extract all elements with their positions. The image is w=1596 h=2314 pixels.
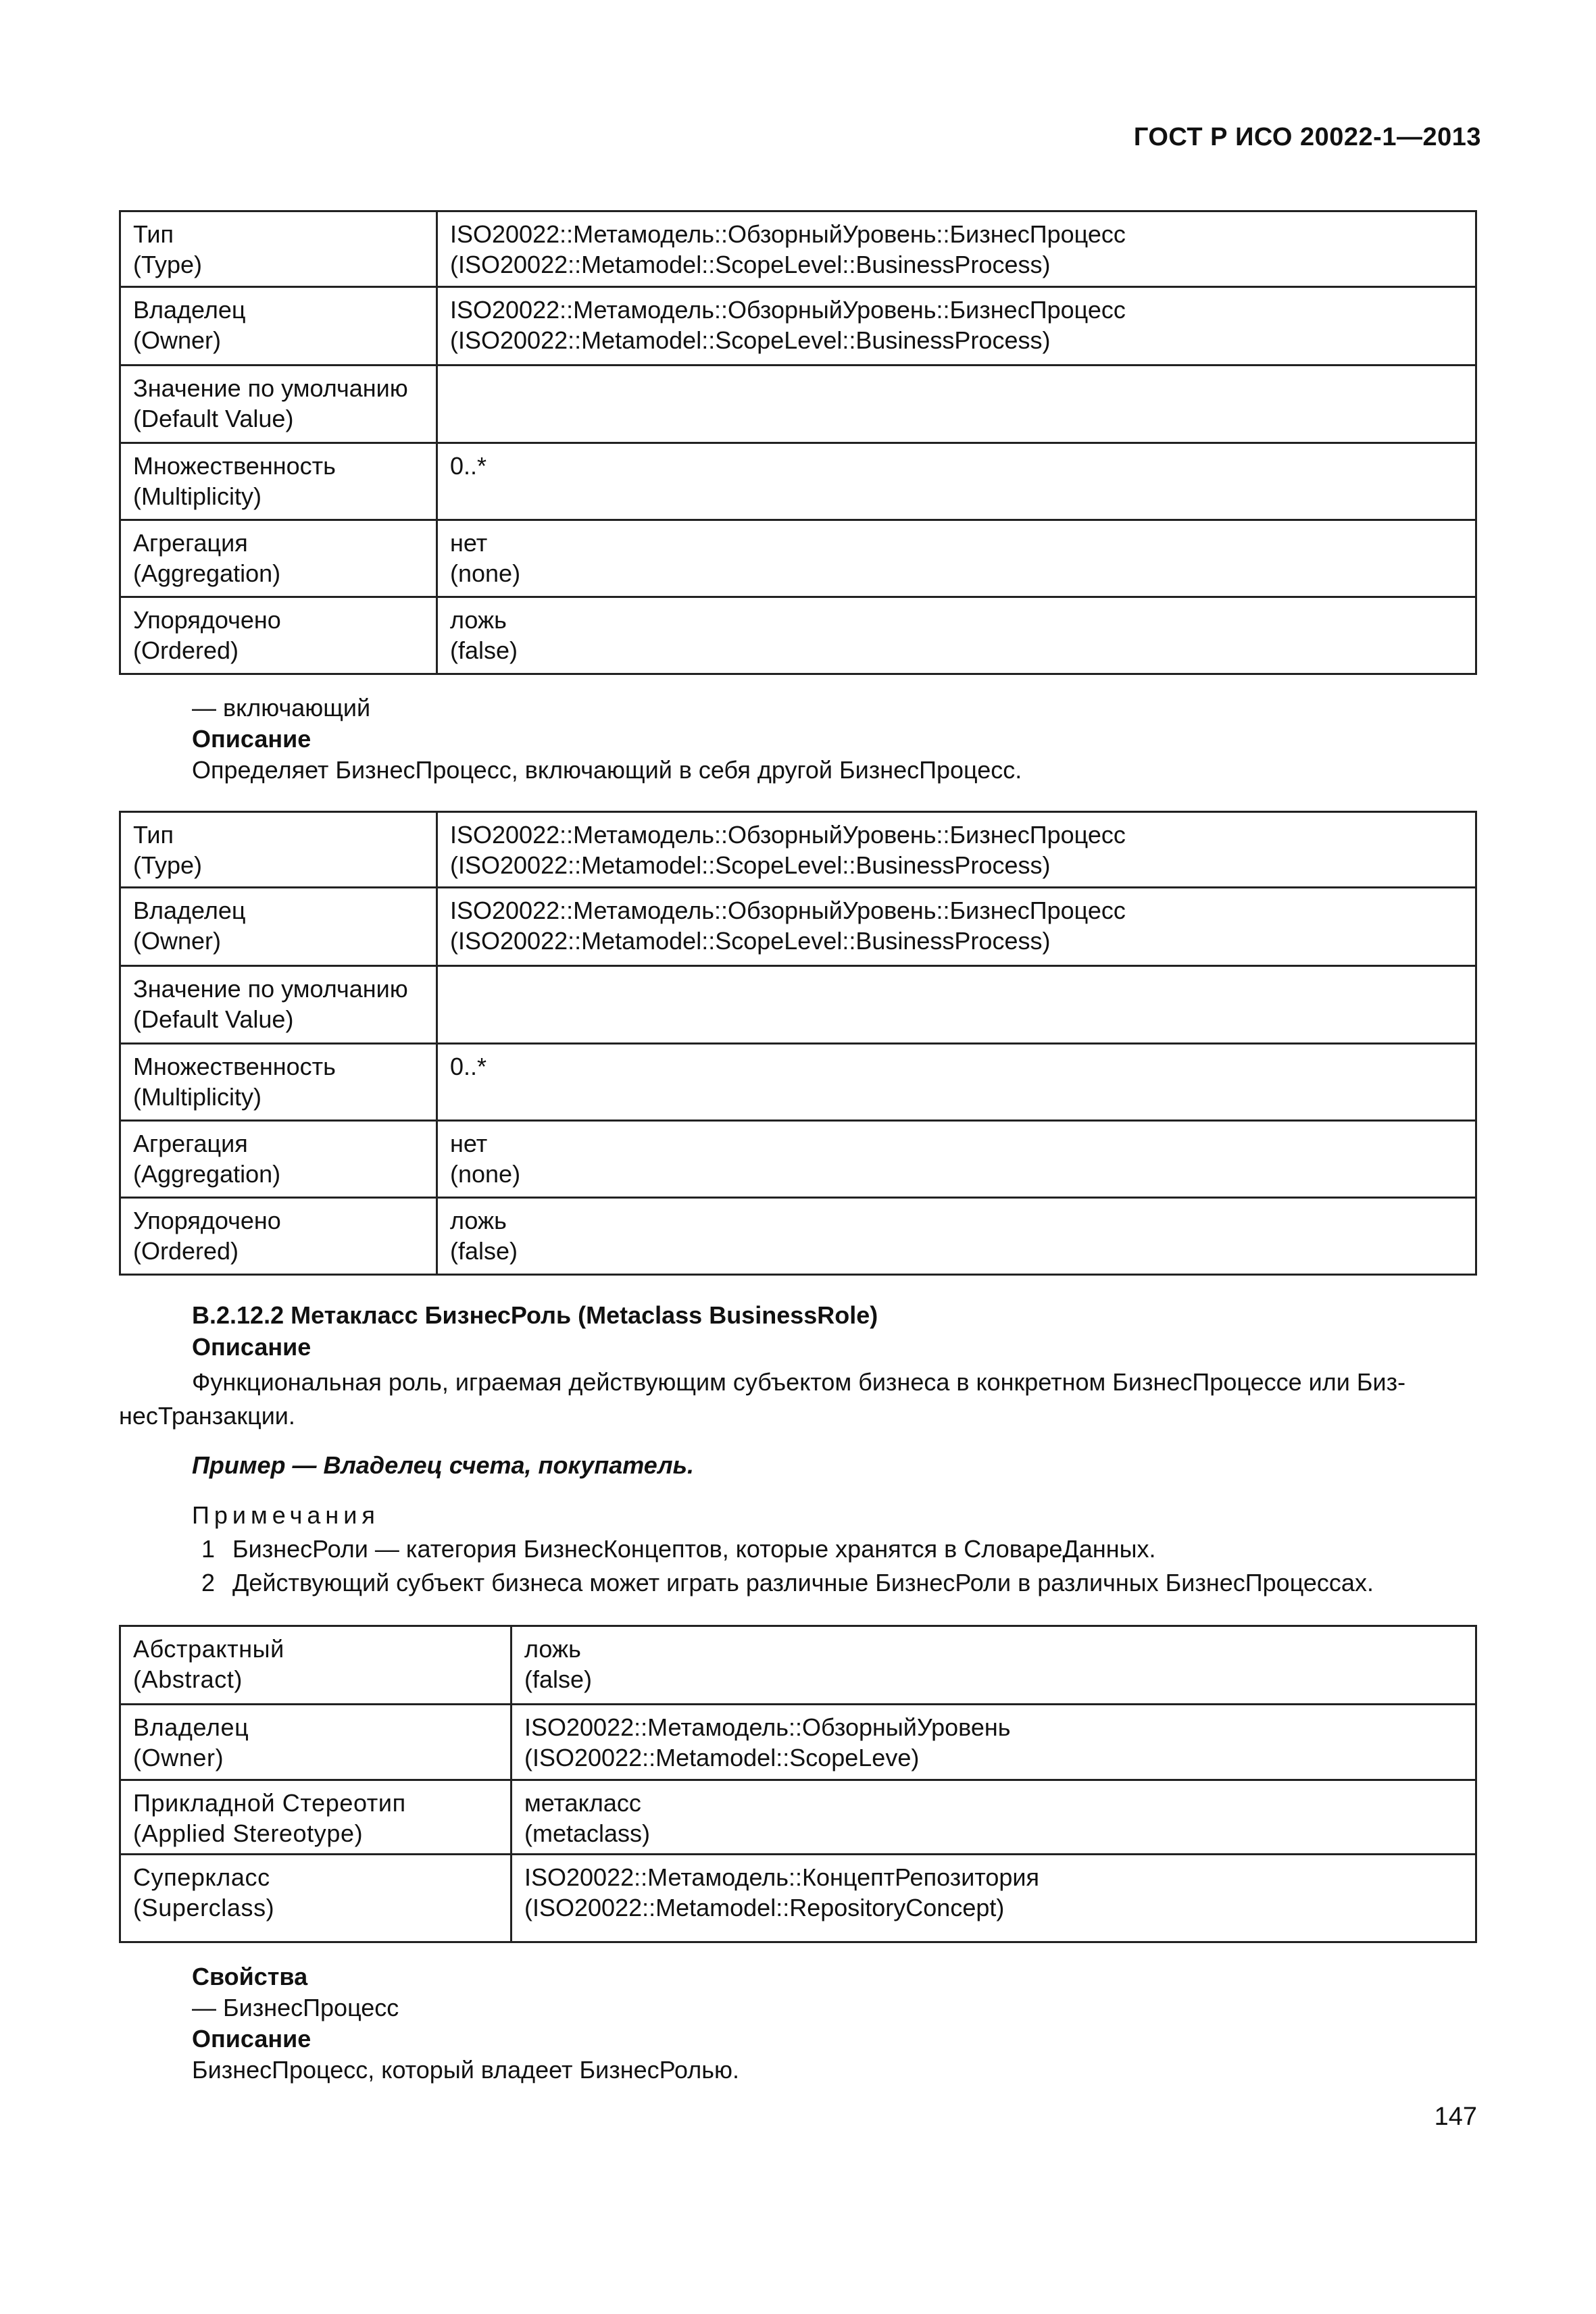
property-name-ru: Абстрактный bbox=[133, 1635, 284, 1663]
description-heading: Описание bbox=[192, 1333, 311, 1361]
table-row bbox=[120, 1855, 1476, 1942]
property-value-ru: ISO20022::Метамодель::ОбзорныйУровень::БизнесПроцесс bbox=[450, 821, 1126, 849]
property-name-en: (Owner) bbox=[133, 1744, 224, 1771]
properties-table-2 bbox=[119, 811, 1477, 1276]
property-name bbox=[120, 520, 437, 597]
property-item: — включающий bbox=[192, 694, 371, 722]
table-row bbox=[120, 1121, 1476, 1198]
properties-table-1 bbox=[119, 210, 1477, 675]
property-name-en: (Default Value) bbox=[133, 405, 294, 432]
table-row bbox=[120, 1780, 1476, 1855]
property-value-ru: ISO20022::Метамодель::ОбзорныйУровень::БизнесПроцесс bbox=[450, 220, 1126, 248]
property-value-ru: 0..* bbox=[450, 452, 487, 480]
property-value bbox=[437, 966, 1476, 1044]
description-line-2: несТранзакции. bbox=[119, 1402, 295, 1430]
property-name bbox=[120, 211, 437, 287]
table-row bbox=[120, 1705, 1476, 1780]
property-value-en: (false) bbox=[450, 636, 518, 664]
property-value-en: (none) bbox=[450, 559, 521, 587]
property-name-en: (Multiplicity) bbox=[133, 1083, 262, 1111]
table-row bbox=[120, 366, 1476, 443]
property-name bbox=[120, 1044, 437, 1121]
note-text: БизнесРоли — категория БизнесКонцептов, которые хранятся в СловареДанных. bbox=[232, 1535, 1156, 1563]
property-value-en: (ISO20022::Metamodel::ScopeLevel::BusinessProcess) bbox=[450, 851, 1051, 879]
property-value-en: (false) bbox=[524, 1665, 593, 1693]
note-item bbox=[201, 1534, 1156, 1565]
property-name-ru: Упорядочено bbox=[133, 606, 281, 634]
note-number: 1 bbox=[201, 1535, 216, 1563]
description-text: Определяет БизнесПроцесс, включающий в себя другой БизнесПроцесс. bbox=[192, 756, 1022, 784]
property-value bbox=[512, 1855, 1476, 1942]
property-name bbox=[120, 443, 437, 520]
property-name bbox=[120, 1121, 437, 1198]
property-name bbox=[120, 812, 437, 888]
property-value-en: (ISO20022::Metamodel::ScopeLevel::BusinessProcess) bbox=[450, 326, 1051, 354]
property-value bbox=[512, 1705, 1476, 1780]
description-text: БизнесПроцесс, который владеет БизнесРолью. bbox=[192, 2056, 740, 2084]
table-row bbox=[120, 1044, 1476, 1121]
document-code: ГОСТ Р ИСО 20022-1—2013 bbox=[1133, 123, 1481, 151]
property-value bbox=[437, 211, 1476, 287]
example-text: Пример — Владелец счета, покупатель. bbox=[192, 1451, 695, 1479]
property-name bbox=[120, 1780, 512, 1855]
property-name-ru: Агрегация bbox=[133, 1130, 248, 1157]
table-row bbox=[120, 520, 1476, 597]
property-name-en: (Ordered) bbox=[133, 1237, 239, 1265]
property-value bbox=[437, 443, 1476, 520]
description-line-1: Функциональная роль, играемая действующим субъектом бизнеса в конкретном БизнесПроцессе или Биз- bbox=[192, 1368, 1406, 1396]
table-row bbox=[120, 1198, 1476, 1275]
property-name bbox=[120, 597, 437, 674]
property-value-en: (ISO20022::Metamodel::ScopeLevel::BusinessProcess) bbox=[450, 251, 1051, 278]
notes-heading: Примечания bbox=[192, 1501, 380, 1529]
property-name bbox=[120, 888, 437, 966]
description-heading: Описание bbox=[192, 2025, 311, 2053]
section-heading: B.2.12.2 Метакласс БизнесРоль (Metaclass BusinessRole) bbox=[192, 1301, 878, 1329]
property-name-en: (Superclass) bbox=[133, 1894, 275, 1921]
property-name bbox=[120, 966, 437, 1044]
property-name-ru: Владелец bbox=[133, 897, 246, 924]
property-value bbox=[437, 888, 1476, 966]
property-name bbox=[120, 1198, 437, 1275]
property-value-en: (none) bbox=[450, 1160, 521, 1188]
property-value bbox=[437, 287, 1476, 366]
property-value-ru: нет bbox=[450, 1130, 488, 1157]
property-value-ru: ложь bbox=[524, 1635, 581, 1663]
table-row bbox=[120, 597, 1476, 674]
property-name bbox=[120, 287, 437, 366]
table-row bbox=[120, 211, 1476, 287]
property-value bbox=[437, 812, 1476, 888]
property-value-ru: 0..* bbox=[450, 1053, 487, 1080]
property-name-ru: Владелец bbox=[133, 296, 246, 324]
property-name-en: (Aggregation) bbox=[133, 559, 281, 587]
property-value-ru: ISO20022::Метамодель::КонцептРепозитория bbox=[524, 1863, 1040, 1891]
property-name-ru: Прикладной Стереотип bbox=[133, 1789, 406, 1817]
property-name-ru: Агрегация bbox=[133, 529, 248, 557]
property-name bbox=[120, 1705, 512, 1780]
property-value-ru: нет bbox=[450, 529, 488, 557]
property-value-ru: ISO20022::Метамодель::ОбзорныйУровень::БизнесПроцесс bbox=[450, 897, 1126, 924]
property-value-en: (metaclass) bbox=[524, 1819, 651, 1847]
property-name-en: (Type) bbox=[133, 251, 203, 278]
property-value bbox=[437, 1121, 1476, 1198]
property-value bbox=[512, 1626, 1476, 1705]
table-row bbox=[120, 966, 1476, 1044]
description-heading: Описание bbox=[192, 725, 311, 753]
property-name-en: (Applied Stereotype) bbox=[133, 1819, 364, 1847]
property-value-ru: ложь bbox=[450, 1207, 507, 1234]
property-value bbox=[437, 366, 1476, 443]
table-row bbox=[120, 888, 1476, 966]
property-name-en: (Multiplicity) bbox=[133, 482, 262, 510]
property-value bbox=[437, 520, 1476, 597]
property-value-en: (ISO20022::Metamodel::ScopeLeve) bbox=[524, 1744, 920, 1771]
note-number: 2 bbox=[201, 1569, 216, 1596]
property-name-en: (Ordered) bbox=[133, 636, 239, 664]
page-number: 147 bbox=[1434, 2103, 1477, 2131]
property-name-en: (Owner) bbox=[133, 326, 222, 354]
properties-table-3 bbox=[119, 1625, 1477, 1943]
property-value-ru: ложь bbox=[450, 606, 507, 634]
property-value bbox=[437, 1198, 1476, 1275]
property-name-en: (Aggregation) bbox=[133, 1160, 281, 1188]
property-name bbox=[120, 1626, 512, 1705]
property-value-en: (false) bbox=[450, 1237, 518, 1265]
property-value-ru: ISO20022::Метамодель::ОбзорныйУровень bbox=[524, 1713, 1011, 1741]
property-value-en: (ISO20022::Metamodel::RepositoryConcept) bbox=[524, 1894, 1005, 1921]
property-value bbox=[437, 597, 1476, 674]
note-text: Действующий субъект бизнеса может играть различные БизнесРоли в различных БизнесПроцессах. bbox=[232, 1569, 1374, 1596]
property-name-ru: Суперкласс bbox=[133, 1863, 270, 1891]
table-row bbox=[120, 1626, 1476, 1705]
property-name-en: (Owner) bbox=[133, 927, 222, 955]
property-name-ru: Множественность bbox=[133, 1053, 336, 1080]
table-row bbox=[120, 443, 1476, 520]
property-value-en: (ISO20022::Metamodel::ScopeLevel::BusinessProcess) bbox=[450, 927, 1051, 955]
property-name bbox=[120, 1855, 512, 1942]
property-name-en: (Abstract) bbox=[133, 1665, 243, 1693]
property-name-en: (Default Value) bbox=[133, 1005, 294, 1033]
property-name-ru: Владелец bbox=[133, 1713, 249, 1741]
table-row bbox=[120, 812, 1476, 888]
property-name-ru: Значение по умолчанию bbox=[133, 374, 408, 402]
property-name-en: (Type) bbox=[133, 851, 203, 879]
note-item bbox=[201, 1567, 1374, 1599]
property-name-ru: Тип bbox=[133, 821, 174, 849]
property-value bbox=[512, 1780, 1476, 1855]
property-value-ru: ISO20022::Метамодель::ОбзорныйУровень::БизнесПроцесс bbox=[450, 296, 1126, 324]
property-item: — БизнесПроцесс bbox=[192, 1994, 399, 2021]
property-name-ru: Упорядочено bbox=[133, 1207, 281, 1234]
table-row bbox=[120, 287, 1476, 366]
properties-heading: Свойства bbox=[192, 1963, 308, 1990]
property-value-ru: метакласс bbox=[524, 1789, 641, 1817]
property-name-ru: Тип bbox=[133, 220, 174, 248]
property-name bbox=[120, 366, 437, 443]
property-name-ru: Значение по умолчанию bbox=[133, 975, 408, 1003]
property-name-ru: Множественность bbox=[133, 452, 336, 480]
property-value bbox=[437, 1044, 1476, 1121]
